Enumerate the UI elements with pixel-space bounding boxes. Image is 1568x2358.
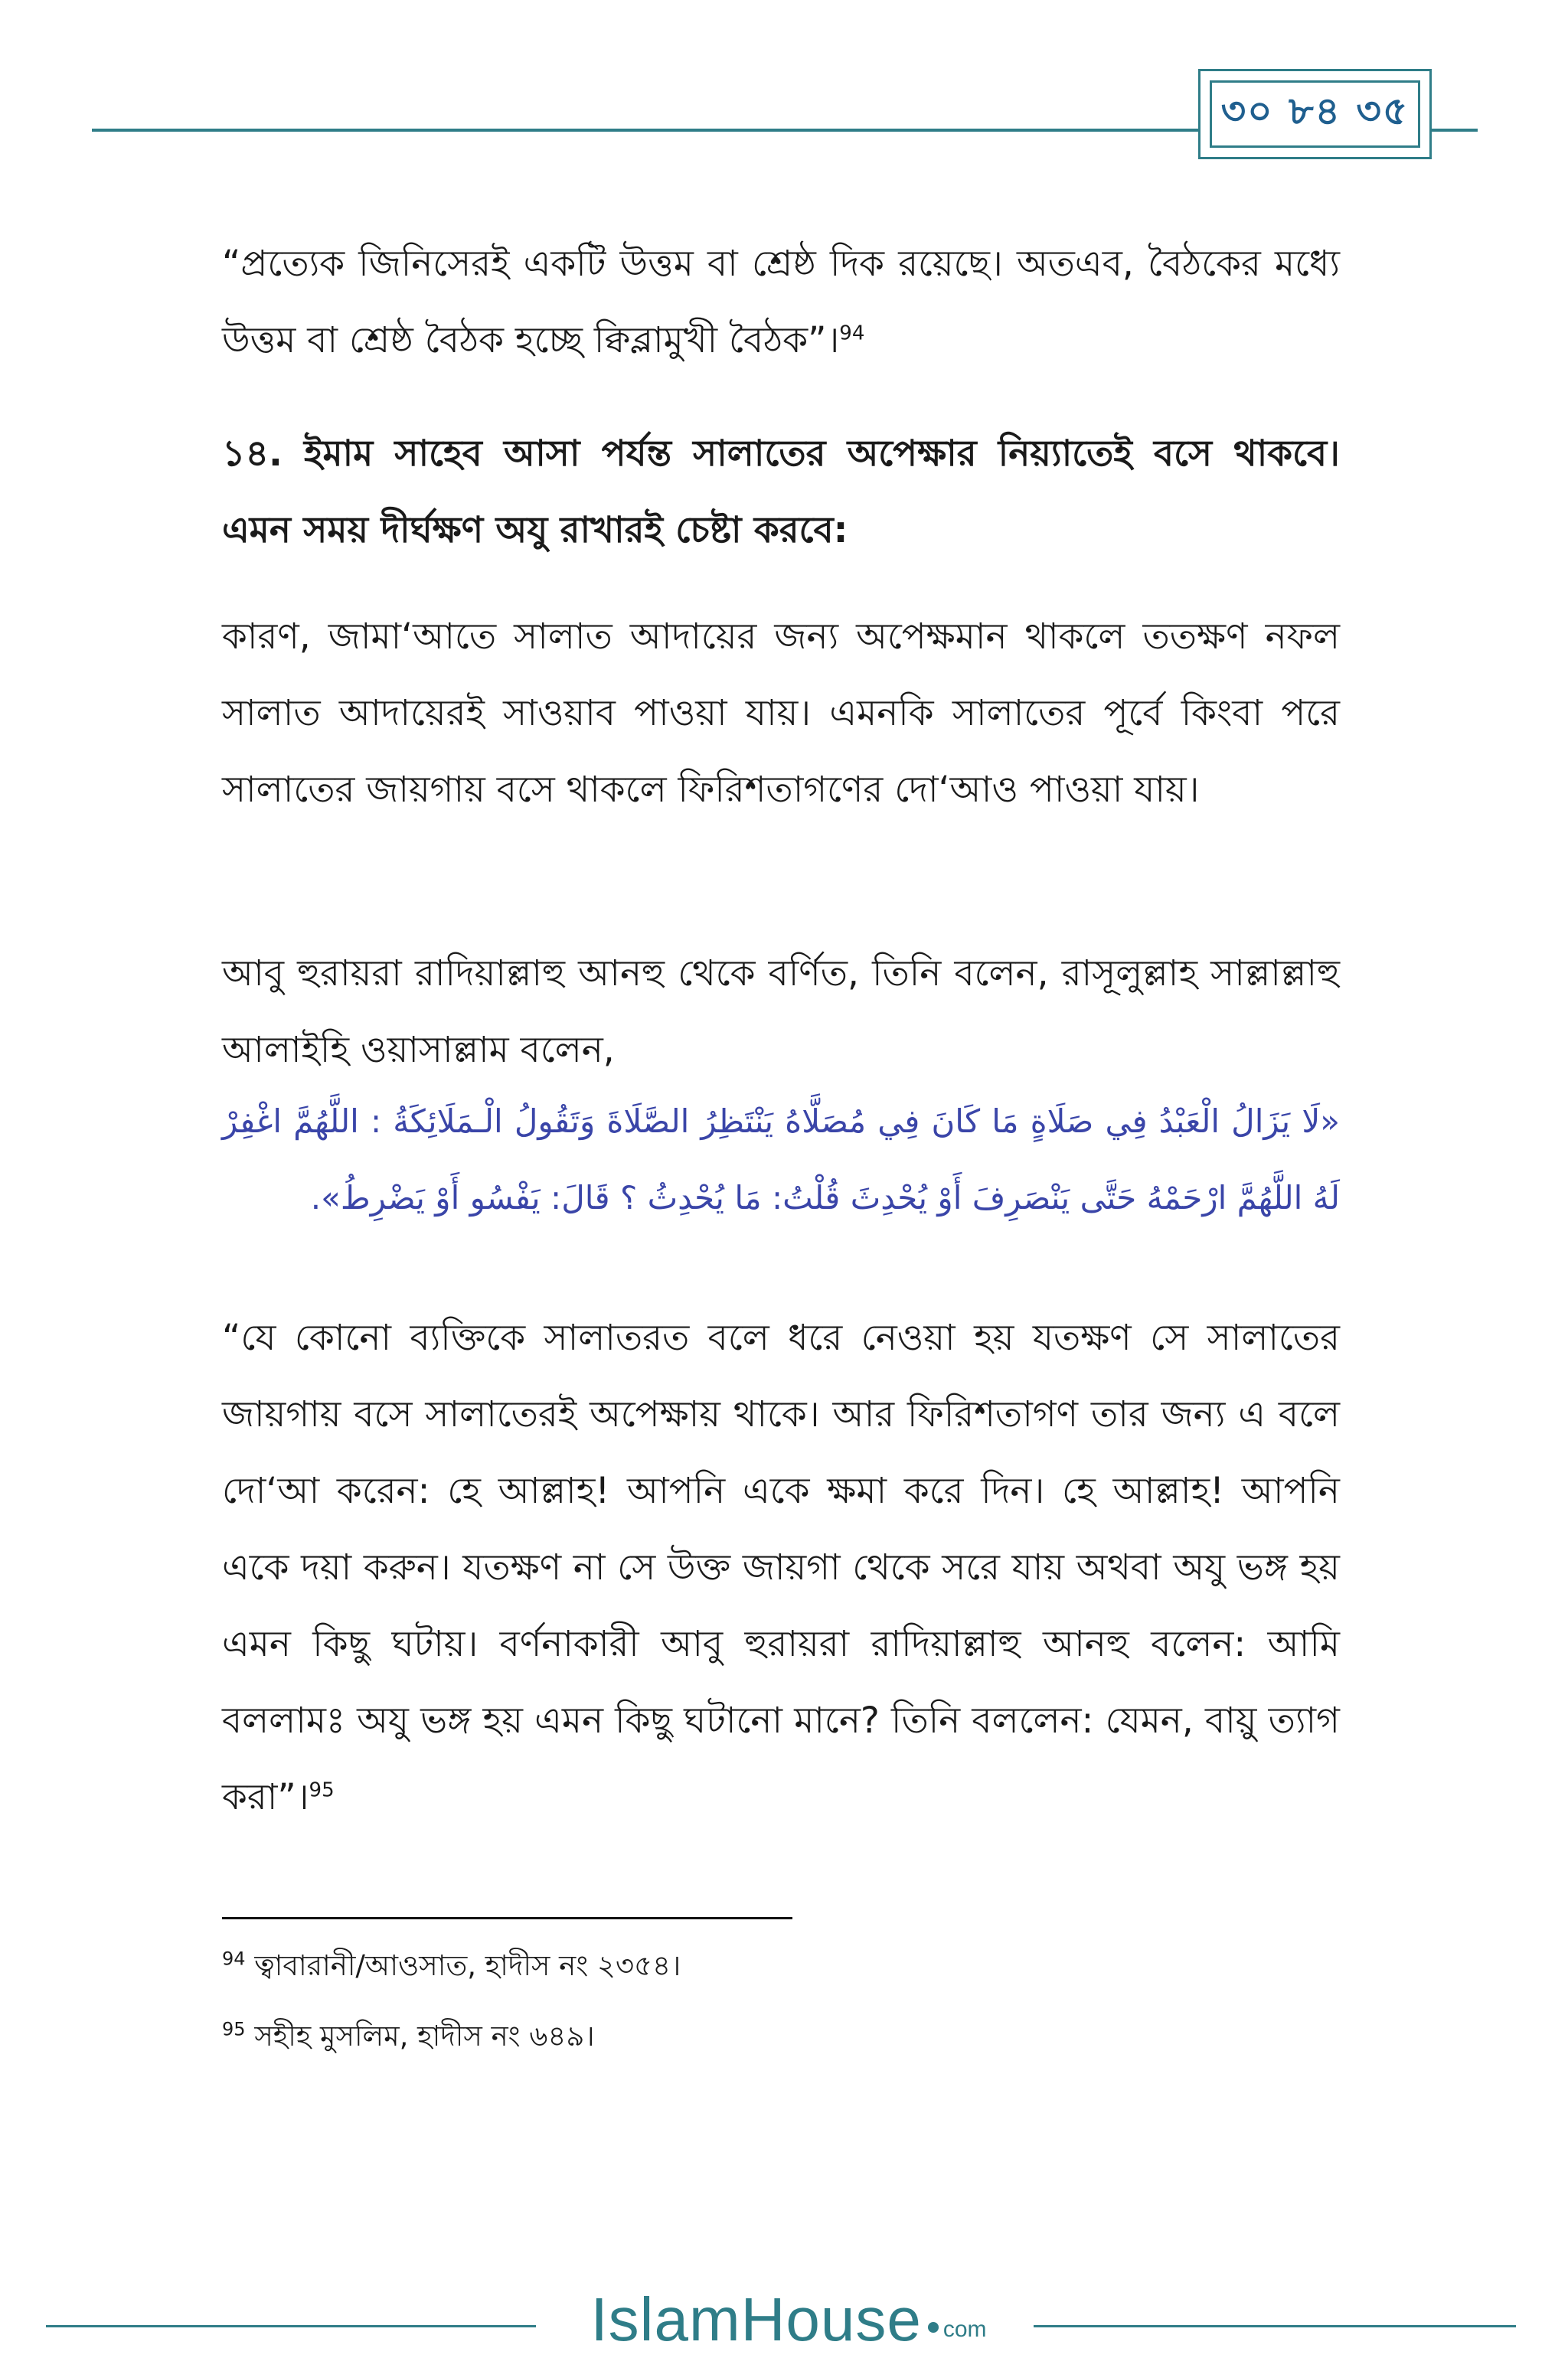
section-heading-block: [222, 416, 1340, 569]
footnote-number: 94: [222, 1948, 246, 1970]
footnote-94: [222, 1943, 681, 1989]
body-paragraph-4: “যে কোনো ব্যক্তিকে সালাতরত বলে ধরে নেওয়া হয় যতক্ষণ সে সালাতের জায়গায় বসে সালাতেরই অপেক্ষায় থাকে। আর ফিরিশতাগণ তার জন্য এ বলে দো‘আ করেন: হে আল্লাহ! আপনি একে ক্ষমা করে দিন। হে আল্লাহ! আপনি একে দয়া করুন। যতক্ষণ না সে উক্ত জায়গা থেকে সরে যায় অথবা অযু ভঙ্গ হয় এমন কিছু ঘটায়। বর্ণনাকারী আবু হুরায়রা রাদিয়াল্লাহু আনহু বলেন: আমি বললামঃ অযু ভঙ্গ হয় এমন কিছু ঘটানো মানে? তিনি বললেন: যেমন, বায়ু ত্যাগ করা”।$^{95}$: [222, 1317, 1340, 1818]
brand-tld: com: [942, 2317, 987, 2342]
footnote-number: 95: [222, 2018, 246, 2040]
body-paragraph-3: আবু হুরায়রা রাদিয়াল্লাহু আনহু থেকে বর্ণিত, তিনি বলেন, রাসূলুল্লাহ সাল্লাল্লাহু আলাইহি ওয়াসাল্লাম বলেন,: [222, 952, 1340, 1071]
brand-dot-icon: [928, 2322, 939, 2333]
footnote-ref-94[interactable]: 94: [839, 322, 865, 345]
footer-rule-left: [46, 2325, 536, 2327]
section-heading-14: ১৪. ইমাম সাহেব আসা পর্যন্ত সালাতের অপেক্ষার নিয়্যাতেই বসে থাকবে। এমন সময় দীর্ঘক্ষণ অযু রাখারই চেষ্টা করবে:: [222, 433, 1340, 551]
body-paragraph-1-block: [222, 226, 1340, 379]
brand-name: IslamHouse: [590, 2285, 922, 2353]
footnote-ref-95[interactable]: 95: [309, 1778, 335, 1802]
page-number: ৩০ ৮৪ ৩৫: [1220, 88, 1410, 133]
header-rule-right: [1432, 129, 1478, 132]
arabic-hadith-text: «لَا يَزَالُ الْعَبْدُ فِي صَلَاةٍ مَا كَانَ فِي مُصَلَّاهُ يَنْتَظِرُ الصَّلَاةَ وَتَقُولُ الْـمَلَائِكَةُ : اللَّهُمَّ اغْفِرْ لَهُ اللَّهُمَّ ارْحَمْهُ حَتَّى يَنْصَرِفَ أَوْ يُحْدِثَ قُلْتُ: مَا يُحْدِثُ ؟ قَالَ: يَفْسُو أَوْ يَضْرِطُ».: [222, 1102, 1340, 1217]
page-number-inner-frame: [1210, 80, 1420, 148]
footnote-separator: [222, 1917, 792, 1919]
arabic-hadith-block: [222, 1083, 1340, 1236]
header-rule-left: [92, 129, 1198, 132]
footnote-95: [222, 2013, 595, 2059]
body-paragraph-2-block: [222, 599, 1340, 828]
body-paragraph-2: কারণ, জামা‘আতে সালাত আদায়ের জন্য অপেক্ষমান থাকলে ততক্ষণ নফল সালাত আদায়েরই সাওয়াব পাওয়া যায়। এমনকি সালাতের পূর্বে কিংবা পরে সালাতের জায়গায় বসে থাকলে ফিরিশতাগণের দো‘আও পাওয়া যায়।: [222, 616, 1340, 811]
body-paragraph-3-block: [222, 936, 1340, 1089]
islamhouse-logo[interactable]: [551, 2281, 1026, 2358]
footer-rule-right: [1034, 2325, 1516, 2327]
footnote-text: ত্বাবারানী/আওসাত, হাদীস নং ২৩৫৪।: [254, 1949, 681, 1982]
page-number-box: [1198, 69, 1432, 159]
footnote-text: সহীহ মুসলিম, হাদীস নং ৬৪৯।: [254, 2020, 595, 2053]
body-paragraph-1: “প্রত্যেক জিনিসেরই একটি উত্তম বা শ্রেষ্ঠ দিক রয়েছে। অতএব, বৈঠকের মধ্যে উত্তম বা শ্রেষ্ঠ বৈঠক হচ্ছে ক্বিব্লামুখী বৈঠক”।$^{94}$: [222, 243, 1340, 361]
body-paragraph-4-block: [222, 1300, 1340, 1836]
